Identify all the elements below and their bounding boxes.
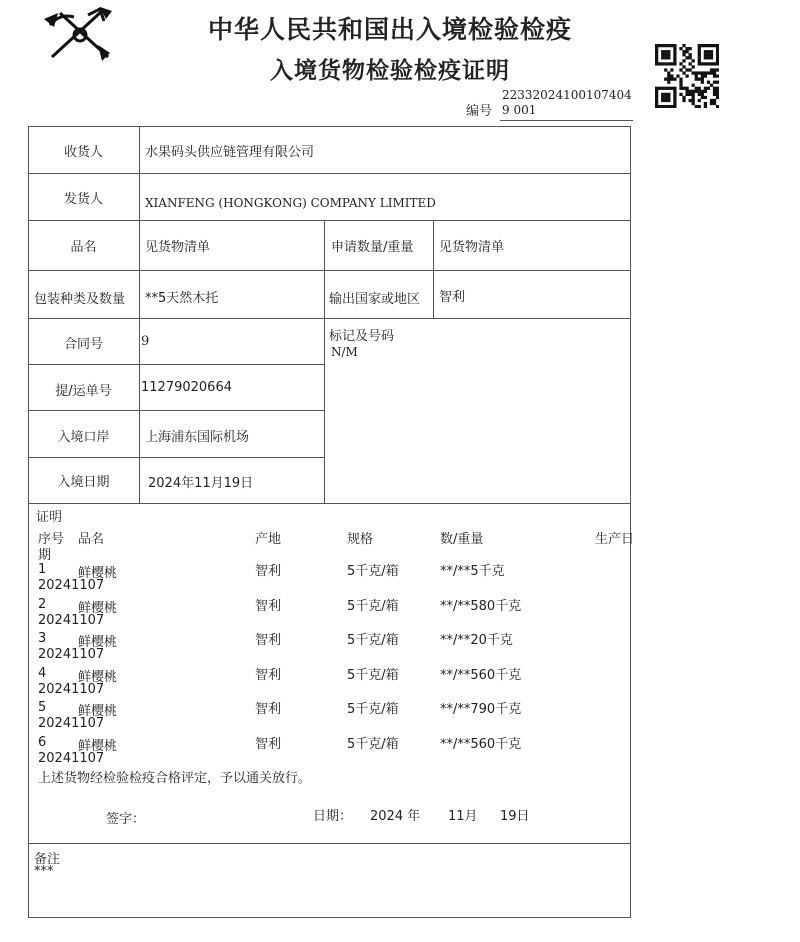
bl-label: 提/运单号 [55, 384, 112, 399]
port-value: 上海浦东国际机场 [145, 430, 250, 445]
qr-code-icon [655, 44, 719, 108]
item-spec: 5千克/箱 [347, 633, 399, 648]
packing-value: **5天然木托 [145, 291, 219, 306]
item-spec: 5千克/箱 [347, 667, 399, 683]
item-seq: 5 [38, 700, 47, 715]
cert-number-line1: 22332024100107404 [502, 88, 632, 102]
item-qty: **/**790千克 [440, 702, 522, 717]
row-divider [28, 410, 324, 411]
signature-label: 签字： [106, 812, 146, 827]
item-prod-date: 20241107 [38, 716, 105, 731]
item-spec: 5千克/箱 [347, 598, 399, 614]
item-qty: **/**580千克 [440, 598, 522, 614]
row-divider [28, 457, 324, 458]
cert-number-line2: 9 001 [502, 103, 537, 117]
sign-date-label: 日期： [313, 809, 353, 824]
row-divider [28, 270, 631, 271]
consignor-value: XIANFENG (HONGKONG) COMPANY LIMITED [145, 196, 436, 210]
item-prod-date: 20241107 [38, 750, 105, 766]
header-spec: 规格 [347, 532, 374, 547]
row-divider [28, 503, 631, 504]
item-seq: 6 [38, 734, 47, 750]
item-prod-date: 20241107 [38, 612, 105, 628]
header-prod-date-wrap: 期 [38, 548, 52, 563]
item-seq: 3 [38, 631, 47, 646]
header-qty: 数/重量 [440, 532, 484, 547]
item-prod-date: 20241107 [38, 578, 105, 593]
consignor-label: 发货人 [63, 192, 103, 207]
row-divider [28, 173, 631, 174]
row-divider [28, 318, 631, 319]
certificate-title: 证明 [36, 510, 63, 525]
item-seq: 4 [38, 665, 47, 681]
item-origin: 智利 [255, 736, 282, 752]
contract-label: 合同号 [63, 337, 103, 352]
sign-date-year: 2024 年 [370, 809, 421, 824]
document-title: 中华人民共和国出入境检验检疫 [207, 15, 572, 44]
quantity-value: 见货物清单 [439, 240, 505, 255]
row-divider [28, 364, 324, 365]
customs-emblem-icon [40, 5, 120, 65]
header-seq: 序号 [38, 532, 65, 547]
item-spec: 5千克/箱 [347, 736, 399, 752]
item-name: 鲜樱桃 [78, 635, 118, 650]
header-name: 品名 [78, 532, 105, 547]
item-origin: 智利 [255, 667, 282, 683]
row-divider [28, 843, 631, 844]
cert-number [502, 88, 632, 118]
column-divider [139, 126, 140, 503]
entry-date-value: 2024年11月19日 [148, 476, 254, 491]
item-name: 鲜樱桃 [78, 704, 118, 719]
bl-value: 11279020664 [141, 380, 232, 395]
origin-label: 输出国家或地区 [329, 292, 421, 307]
item-origin: 智利 [255, 564, 282, 579]
marks-label: 标记及号码 [329, 329, 395, 344]
entry-date-label: 入境日期 [57, 475, 110, 490]
document-subtitle: 入境货物检验检疫证明 [270, 58, 510, 84]
consignee-label: 收货人 [63, 145, 103, 160]
origin-value: 智利 [439, 290, 466, 305]
item-seq: 1 [38, 562, 47, 577]
quantity-label: 申请数量/重量 [331, 240, 414, 255]
header-origin: 产地 [255, 532, 282, 547]
port-label: 入境口岸 [57, 430, 110, 445]
column-divider [433, 220, 434, 318]
item-spec: 5千克/箱 [347, 564, 399, 579]
row-divider [28, 220, 631, 221]
item-qty: **/**5千克 [440, 564, 505, 579]
item-origin: 智利 [255, 633, 282, 648]
certification-statement: 上述货物经检验检疫合格评定，予以通关放行。 [38, 771, 312, 786]
remarks-label: 备注 [34, 852, 61, 867]
item-prod-date: 20241107 [38, 647, 105, 662]
item-name: 鲜樱桃 [78, 566, 118, 581]
cert-number-label: 编号 [466, 104, 493, 119]
item-qty: **/**560千克 [440, 667, 522, 683]
item-name: 鲜樱桃 [78, 600, 118, 616]
goods-value: 见货物清单 [145, 240, 211, 255]
consignee-value: 水果码头供应链管理有限公司 [145, 145, 315, 160]
item-origin: 智利 [255, 702, 282, 717]
item-spec: 5千克/箱 [347, 702, 399, 717]
item-qty: **/**20千克 [440, 633, 513, 648]
item-seq: 2 [38, 596, 47, 612]
sign-date-day: 19日 [500, 809, 530, 824]
contract-value: 9 [141, 334, 150, 349]
packing-label: 包装种类及数量 [34, 292, 126, 307]
column-divider [324, 220, 325, 503]
remarks-value: *** [34, 864, 54, 879]
cert-number-underline [500, 120, 633, 121]
marks-value: N/M [331, 345, 358, 359]
item-name: 鲜樱桃 [78, 738, 118, 754]
item-qty: **/**560千克 [440, 736, 522, 752]
item-origin: 智利 [255, 598, 282, 614]
item-prod-date: 20241107 [38, 681, 105, 697]
sign-date-month: 11月 [448, 809, 478, 824]
header-prod-date: 生产日 [595, 532, 635, 547]
goods-label: 品名 [70, 240, 97, 255]
item-name: 鲜樱桃 [78, 669, 118, 685]
